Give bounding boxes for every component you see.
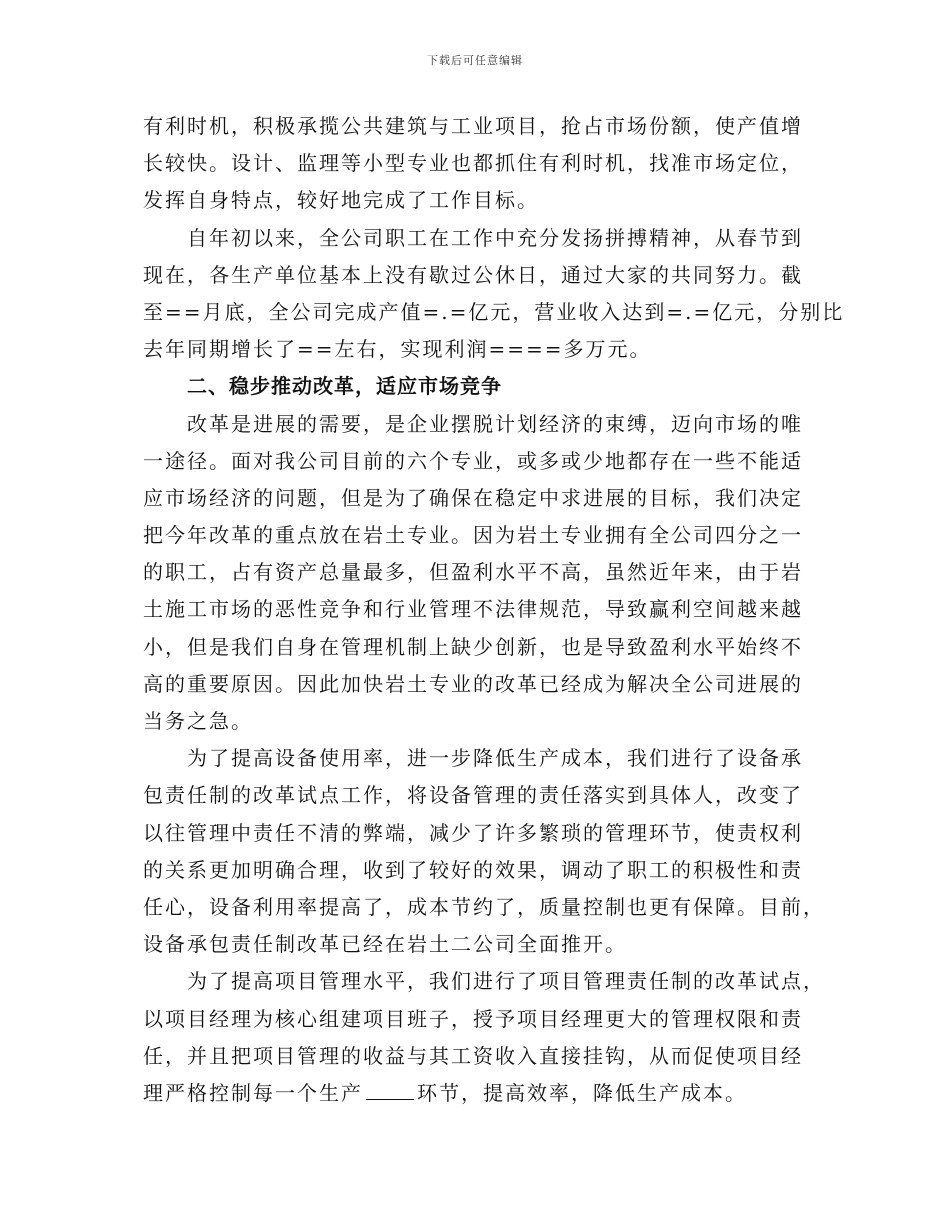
body-line: 发挥自身特点，较好地完成了工作目标。 (143, 188, 539, 213)
body-line: 包责任制的改革试点工作，将设备管理的责任落实到具体人，改变了 (143, 783, 803, 808)
body-line: 去年同期增长了==左右，实现利润====多万元。 (143, 337, 652, 362)
body-line: 小，但是我们自身在管理机制上缺少创新，也是导致盈利水平始终不 (143, 634, 803, 659)
paragraph-first-line: 改革是进展的需要，是企业摆脱计划经济的束缚，迈向市场的唯 (187, 411, 803, 436)
document-body (143, 108, 845, 1112)
body-line: 任心，设备利用率提高了，成本节约了，质量控制也更有保障。目前， (143, 894, 825, 919)
page-header-note: 下载后可任意编辑 (427, 54, 523, 67)
paragraph-first-line: 为了提高设备使用率，进一步降低生产成本，我们进行了设备承 (187, 746, 803, 771)
paragraph-first-line: 自年初以来，全公司职工在工作中充分发扬拼搏精神，从春节到 (187, 225, 803, 250)
fill-in-blank (366, 1077, 414, 1100)
body-line: 应市场经济的问题，但是为了确保在稳定中求进展的目标，我们决定 (143, 485, 803, 510)
body-line: 以往管理中责任不清的弊端，减少了许多繁琐的管理环节，使责权利 (143, 820, 803, 845)
body-line: 土施工市场的恶性竞争和行业管理不法律规范，导致赢利空间越来越 (143, 597, 803, 622)
body-line: 把今年改革的重点放在岩土专业。因为岩土专业拥有全公司四分之一 (143, 523, 803, 548)
paragraph-first-line: 为了提高项目管理水平，我们进行了项目管理责任制的改革试点， (187, 969, 825, 994)
body-line: 高的重要原因。因此加快岩土专业的改革已经成为解决全公司进展的 (143, 671, 803, 696)
line-text-before-blank: 理严格控制每一个生产 (143, 1080, 363, 1105)
body-line: 的关系更加明确合理，收到了较好的效果，调动了职工的积极性和责 (143, 857, 803, 882)
body-line: 至==月底，全公司完成产值=.=亿元，营业收入达到=.=亿元，分别比 (143, 299, 845, 324)
body-line: 设备承包责任制改革已经在岩土二公司全面推开。 (143, 932, 627, 957)
body-line: 有利时机，积极承揽公共建筑与工业项目，抢占市场份额，使产值增 (143, 114, 803, 138)
body-line: 的职工，占有资产总量最多，但盈利水平不高，虽然近年来，由于岩 (143, 560, 803, 585)
body-line: 长较快。设计、监理等小型专业也都抓住有利时机，找准市场定位， (143, 151, 803, 176)
body-line: 一途径。面对我公司目前的六个专业，或多或少地都存在一些不能适 (143, 448, 803, 473)
body-line: 当务之急。 (143, 709, 253, 733)
body-line-with-blank (143, 1075, 810, 1112)
body-line: 以项目经理为核心组建项目班子，授予项目经理更大的管理权限和责 (143, 1006, 803, 1031)
line-text-after-blank: 环节，提高效率，降低生产成本。 (417, 1080, 747, 1105)
body-line: 现在，各生产单位基本上没有歇过公休日，通过大家的共同努力。截 (143, 262, 803, 287)
body-line: 任，并且把项目管理的收益与其工资收入直接挂钩，从而促使项目经 (143, 1043, 803, 1068)
section-heading: 二、稳步推动改革，适应市场竞争 (187, 374, 502, 399)
